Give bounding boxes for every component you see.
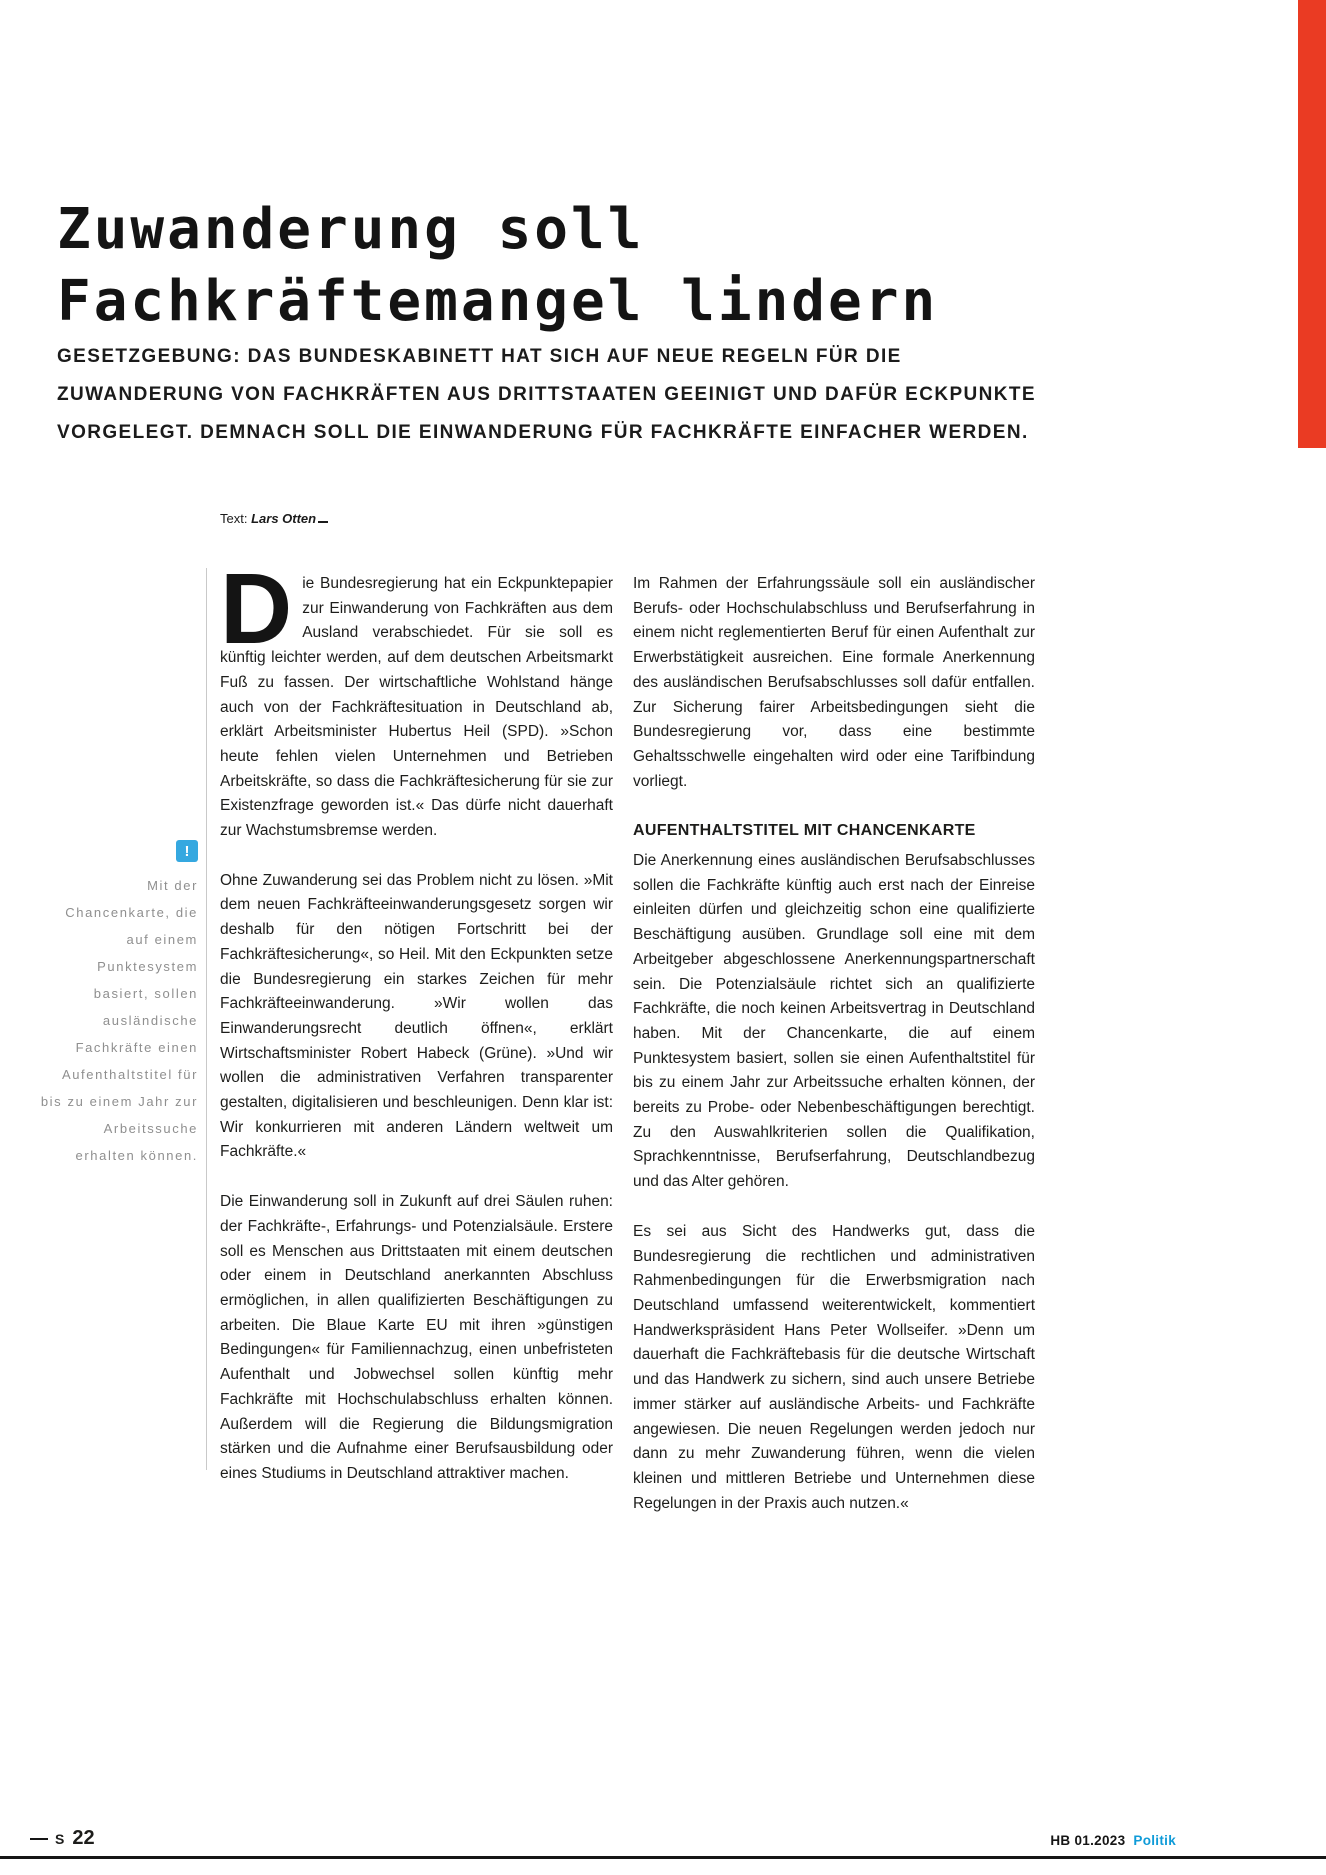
column-rule <box>206 568 207 1470</box>
drop-cap: D <box>220 553 293 665</box>
byline-end-mark <box>318 521 328 523</box>
paragraph-1 <box>220 553 613 844</box>
margin-note <box>40 840 198 1169</box>
byline-author: Lars Otten <box>251 511 317 526</box>
subheading-chancenkarte: AUFENTHALTSTITEL MIT CHANCENKARTE <box>633 822 976 840</box>
info-icon: ! <box>176 840 198 862</box>
byline <box>220 511 328 526</box>
footer-section: Politik <box>1133 1833 1176 1848</box>
standfirst: GESETZGEBUNG: DAS BUNDESKABINETT HAT SICH AUF NEUE REGELN FÜR DIE ZUWANDERUNG VON FACHKRÄFTEN AUS DRITTSTAATEN GEEINIGT UND DAFÜR ECKPUNKTE VORGELEGT. DEMNACH SOLL DIE EINWANDERUNG FÜR FACHKRÄFTE EINFACHER WERDEN. <box>57 346 1037 443</box>
footer-rule <box>0 1856 1326 1859</box>
byline-label: Text: <box>220 511 248 526</box>
accent-bar <box>1298 0 1326 448</box>
footer-meta <box>1050 1833 1176 1848</box>
paragraph-5: Die Anerkennung eines ausländischen Berufsabschlusses sollen die Fachkräfte künftig auch erst nach der Einreise einleiten dürfen und gleichzeitig schon eine qualifizierte Beschäftigung ausüben. Grundlage soll eine mit dem Arbeitgeber abgeschlossene Anerkennungspartnerschaft sein. Die Potenzialsäule richtet sich an qualifizierte Fachkräfte, die noch keinen Arbeitsvertrag in Deutschland haben. Mit der Chancenkarte, die auf einem Punktesystem basiert, sollen sie einen Aufenthaltstitel für bis zu einem Jahr zur Arbeitssuche erhalten können, der bereits zu Probe- oder Nebenbeschäftigungen berechtigt. Zu den Auswahlkriterien sollen die Qualifikation, Sprachkenntnisse, Berufserfahrung, Deutschlandbezug und das Alter gehören. <box>633 852 1035 1191</box>
footer-dash <box>30 1838 48 1840</box>
headline <box>57 194 938 338</box>
headline-line-2: Fachkräftemangel lindern <box>57 269 939 334</box>
footer-page-label: S <box>55 1830 66 1847</box>
paragraph-3: Die Einwanderung soll in Zukunft auf drei Säulen ruhen: der Fachkräfte-, Erfahrungs- und Potenzialsäule. Erstere soll es Menschen aus Drittstaaten mit einem deutschen oder einem in Deutschland anerkannten Abschluss ermöglichen, in allen qualifizierten Beschäftigungen zu arbeiten. Die Blaue Karte EU mit ihren »günstigen Bedingungen« für Familiennachzug, einen unbefristeten Aufenthalt und Jobwechsel sollen künftig mehr Fachkräfte mit Hochschulabschluss erhalten können. Außerdem will die Regierung die Bildungsmigration stärken und die Aufnahme einer Berufsausbildung oder eines Studiums in Deutschland attraktiver machen. <box>220 1193 613 1482</box>
body-column-left <box>220 553 613 1487</box>
paragraph-2: Ohne Zuwanderung sei das Problem nicht zu lösen. »Mit dem neuen Fachkräfteeinwanderungsgesetz sorgen wir deshalb für den nötigen Fortschritt bei der Fachkräftesicherung«, so Heil. Mit den Eckpunkten setze die Bundesregierung ein starkes Zeichen für mehr Fachkräfteeinwanderung. »Wir wollen das Einwanderungsrecht deutlich öffnen«, erklärt Wirtschaftsminister Robert Habeck (Grüne). »Und wir wollen die administrativen Verfahren transparenter gestalten, digitalisieren und beschleunigen. Denn klar ist: Wir konkurrieren mit anderen Ländern weltweit um Fachkräfte.« <box>220 871 613 1161</box>
paragraph-6: Es sei aus Sicht des Handwerks gut, dass die Bundesregierung die rechtlichen und administrativen Rahmenbedingungen für die Erwerbsmigration nach Deutschland umfassend weiterentwickelt, kommentiert Handwerkspräsident Hans Peter Wollseifer. »Denn um dauerhaft die Fachkräftebasis für die deutsche Wirtschaft und das Handwerk zu sichern, sind auch unsere Betriebe immer stärker auf ausländische Arbeits- und Fachkräfte angewiesen. Die neuen Regelungen werden jedoch nur dann zu mehr Zuwanderung führen, wenn die vielen kleinen und mittleren Betriebe und Unternehmen diese Regelungen in der Praxis auch nutzen.« <box>633 1222 1035 1512</box>
footer-issue: HB 01.2023 <box>1050 1833 1126 1848</box>
paragraph-1-text: ie Bundesregierung hat ein Eckpunktepapier zur Einwanderung von Fachkräften aus dem Ausland verabschiedet. Für sie soll es künftig leichter werden, auf dem deutschen Arbeitsmarkt Fuß zu fassen. Der wirtschaftliche Wohlstand hänge auch von der Fachkräftesituation in Deutschland ab, erklärt Arbeitsminister Hubertus Heil (SPD). »Schon heute fehlen vielen Unternehmen und Betrieben Arbeitskräfte, so dass die Fachkräftesicherung für sie zur Existenzfrage geworden ist.« Das dürfe nicht dauerhaft zur Wachstumsbremse werden. <box>220 575 613 840</box>
footer-page-number: 22 <box>72 1827 95 1849</box>
margin-note-text: Mit der Chancenkarte, die auf einem Punktesystem basiert, sollen ausländische Fachkräfte einen Aufenthaltstitel für bis zu einem Jahr zur Arbeitssuche erhalten können. <box>40 878 198 1163</box>
paragraph-4: Im Rahmen der Erfahrungssäule soll ein ausländischer Berufs- oder Hochschulabschluss und Berufserfahrung in einem nicht reglementierten Beruf für einen Aufenthalt zur Erwerbstätigkeit ausreichen. Eine formale Anerkennung des ausländischen Berufsabschlusses soll dafür entfallen. Zur Sicherung fairer Arbeitsbedingungen sieht die Bundesregierung vor, dass eine bestimmte Gehaltsschwelle eingehalten wird oder eine Tarifbindung vorliegt. <box>633 575 1035 790</box>
headline-line-1: Zuwanderung soll <box>57 197 645 262</box>
footer-page <box>30 1827 95 1850</box>
body-column-right <box>633 572 1035 1516</box>
